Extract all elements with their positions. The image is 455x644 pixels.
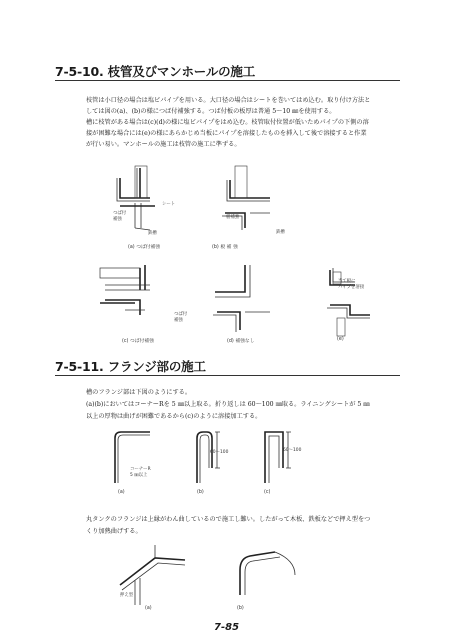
caption-c: (c) つば付補強 <box>122 339 154 344</box>
figure-flange-a-b-c <box>105 428 335 488</box>
caption-a: (a) つば付補強 <box>128 245 161 250</box>
figure-round-tank-flange <box>100 540 310 610</box>
paragraph-line: 枝管は小口径の場合は塩ビパイプを用いる。大口径の場合はシートを巻いてはめ込む。取り付け方法と <box>86 97 371 104</box>
diagram-plate-reinforcement-b <box>222 166 270 230</box>
caption-flange-c: (c) <box>264 490 271 495</box>
label-dimension-c: 60～100 <box>283 448 302 453</box>
paragraph-line: 接が困難な場合には(e)の様にあらかじめ当板にパイプを溶接したものを挿入して後で溶接すると作業 <box>86 130 367 137</box>
label-iron-shell: 鉄槽 <box>148 231 157 236</box>
label-welded-plate: 当て板に パイプを溶接 <box>338 279 365 290</box>
caption-b: (b) 板 補 強 <box>212 245 238 250</box>
caption-round-a: (a) <box>145 606 152 611</box>
label-press-mold: 押え型 <box>120 593 134 598</box>
label-corner-r-min: 5 ㎜以上 <box>130 473 148 478</box>
caption-e: (e) <box>337 337 344 342</box>
paragraph-line: 槽のフランジ部は下図のようにする。 <box>86 389 192 396</box>
label-plate-reinforcement: 板補強 <box>226 215 240 220</box>
title-underline <box>55 80 400 81</box>
section-title-flange: 7-5-11. フランジ部の施工 <box>55 359 206 374</box>
diagram-flange-b <box>197 432 220 483</box>
caption-round-b: (b) <box>237 606 244 611</box>
diagram-flange-reinforcement-c <box>100 265 150 315</box>
figure-branch-pipe-c-d-e <box>95 260 385 345</box>
section-title-branch-pipe: 7-5-10. 枝管及びマンホールの施工 <box>55 64 256 79</box>
label-iron-shell-b: 鉄槽 <box>276 230 285 235</box>
label-corner-r: コーナーR <box>130 467 151 472</box>
label-dimension-b: 60～100 <box>210 450 229 455</box>
label-flange-reinforcement-2: つば付 補強 <box>174 312 188 323</box>
paragraph-line: 以上の厚物は曲げが困難であるから(c)のように溶接加工する。 <box>86 413 262 420</box>
figure-branch-pipe-a-b <box>95 158 365 248</box>
paragraph-line: しては図の(a)、(b)の様につば付補強する。つば付板の板厚は普通 5～10 ㎜を使用する。 <box>86 108 336 115</box>
paragraph-line: が行い易い。マンホールの施工は枝管の施工に準ずる。 <box>86 141 241 148</box>
diagram-no-reinforcement-d <box>213 265 270 332</box>
diagram-flange-c <box>265 432 291 483</box>
title-underline <box>55 375 400 376</box>
label-sheet: シート <box>162 202 176 207</box>
paragraph-line: 丸タンクのフランジは上縁がわん曲しているので施工し難い。したがって木板、鉄板などで押え型をつ <box>86 516 371 523</box>
diagram-round-tank-b <box>240 552 295 595</box>
caption-d: (d) 補強なし <box>227 339 255 344</box>
page-number: 7-85 <box>214 622 240 633</box>
paragraph-line: (a)(b)においてはコーナーRを 5 ㎜以上取る。折り返しは 60～100 ㎜取る。ライニングシートが 5 ㎜ <box>86 401 370 408</box>
label-flange-reinforcement: つば付 補強 <box>113 211 127 222</box>
caption-flange-a: (a) <box>118 490 125 495</box>
paragraph-line: くり加熱曲げする。 <box>86 528 142 535</box>
paragraph-line: 槽に枝管がある場合は(c)(d)の様に塩ビパイプをはめ込む。枝管取付位置が低いためパイプの下側の溶 <box>86 119 369 126</box>
caption-flange-b: (b) <box>197 490 204 495</box>
